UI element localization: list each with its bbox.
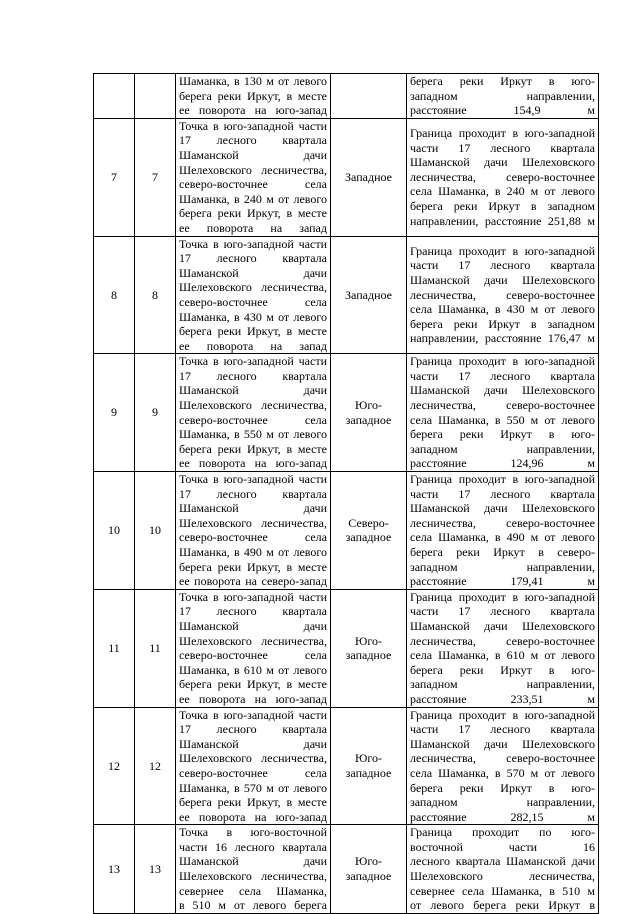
point-description-cell: Точка в юго-западной части 17 лесного квартала Шаманской дачи Шелеховского лесничества, северо-восточнее села Шаманка, в 490 м от левого берега реки Иркут, в месте ее поворота на северо-запад <box>176 472 331 590</box>
boundary-description-cell: берега реки Иркут в юго- западном направлении, расстояние 154,9 м <box>407 74 599 119</box>
point-number-cell: 10 <box>135 472 176 590</box>
boundary-description-cell: Граница проходит в юго-западной части 17 лесного квартала Шаманской дачи Шелеховского лесничества, северо-восточнее села Шаманка, в 240 м от левого берега реки Иркут в западном направлении, расстояние 251,88 м <box>407 118 599 236</box>
point-number-cell: 12 <box>94 707 135 825</box>
point-number-cell: 10 <box>94 472 135 590</box>
point-description-cell: Точка в юго-западной части 17 лесного квартала Шаманской дачи Шелеховского лесничества, северо-восточнее села Шаманка, в 610 м от левого берега реки Иркут, в месте ее поворота на юго-запад <box>176 589 331 707</box>
boundary-table <box>93 73 599 914</box>
point-description-cell: Точка в юго-западной части 17 лесного квартала Шаманской дачи Шелеховского лесничества, северо-восточнее села Шаманка, в 570 м от левого берега реки Иркут, в месте ее поворота на юго-запад <box>176 707 331 825</box>
point-number-cell: 11 <box>94 589 135 707</box>
point-number-cell: 13 <box>94 825 135 914</box>
table-row <box>94 589 599 707</box>
point-number-cell: 8 <box>135 236 176 354</box>
table-row <box>94 118 599 236</box>
direction-cell: Западное <box>331 118 407 236</box>
point-number-cell <box>135 74 176 119</box>
point-number-cell: 8 <box>94 236 135 354</box>
point-description-cell: Точка в юго-западной части 17 лесного квартала Шаманской дачи Шелеховского лесничества, северо-восточнее села Шаманка, в 240 м от левого берега реки Иркут, в месте ее поворота на запад <box>176 118 331 236</box>
boundary-description-cell: Граница проходит в юго-западной части 17 лесного квартала Шаманской дачи Шелеховского лесничества, северо-восточнее села Шаманка, в 490 м от левого берега реки Иркут в северо- западном направлении, расстояние 179,41 м <box>407 472 599 590</box>
point-description-cell: Точка в юго-восточной части 16 лесного квартала Шаманской дачи Шелеховского лесничества, севернее села Шаманка, в 510 м от левого берега <box>176 825 331 914</box>
point-number-cell <box>94 74 135 119</box>
table-row <box>94 472 599 590</box>
direction-cell: Юго- западное <box>331 354 407 472</box>
direction-cell: Юго- западное <box>331 589 407 707</box>
table-body <box>94 74 599 914</box>
direction-cell: Западное <box>331 236 407 354</box>
point-number-cell: 7 <box>135 118 176 236</box>
point-number-cell: 7 <box>94 118 135 236</box>
boundary-description-cell: Граница проходит в юго-западной части 17 лесного квартала Шаманской дачи Шелеховского лесничества, северо-восточнее села Шаманка, в 570 м от левого берега реки Иркут в юго- западном направлении, расстояние 282,15 м <box>407 707 599 825</box>
table-row <box>94 74 599 119</box>
direction-cell: Юго- западное <box>331 825 407 914</box>
point-number-cell: 12 <box>135 707 176 825</box>
boundary-description-cell: Граница проходит в юго-западной части 17 лесного квартала Шаманской дачи Шелеховского лесничества, северо-восточнее села Шаманка, в 550 м от левого берега реки Иркут в юго- западном направлении, расстояние 124,96 м <box>407 354 599 472</box>
point-number-cell: 13 <box>135 825 176 914</box>
point-description-cell: Точка в юго-западной части 17 лесного квартала Шаманской дачи Шелеховского лесничества, северо-восточнее села Шаманка, в 550 м от левого берега реки Иркут, в месте ее поворота на юго-запад <box>176 354 331 472</box>
direction-cell: Юго- западное <box>331 707 407 825</box>
table-row <box>94 236 599 354</box>
point-description-cell: Шаманка, в 130 м от левого берега реки Иркут, в месте ее поворота на юго-запад <box>176 74 331 119</box>
boundary-description-cell: Граница проходит в юго-западной части 17 лесного квартала Шаманской дачи Шелеховского лесничества, северо-восточнее села Шаманка, в 610 м от левого берега реки Иркут в юго- западном направлении, расстояние 233,51 м <box>407 589 599 707</box>
point-description-cell: Точка в юго-западной части 17 лесного квартала Шаманской дачи Шелеховского лесничества, северо-восточнее села Шаманка, в 430 м от левого берега реки Иркут, в месте ее поворота на запад <box>176 236 331 354</box>
point-number-cell: 9 <box>94 354 135 472</box>
table-row <box>94 354 599 472</box>
direction-cell <box>331 74 407 119</box>
boundary-description-cell: Граница проходит в юго-западной части 17 лесного квартала Шаманской дачи Шелеховского лесничества, северо-восточнее села Шаманка, в 430 м от левого берега реки Иркут в западном направлении, расстояние 176,47 м <box>407 236 599 354</box>
point-number-cell: 9 <box>135 354 176 472</box>
direction-cell: Северо- западное <box>331 472 407 590</box>
table-row <box>94 707 599 825</box>
table-row <box>94 825 599 914</box>
point-number-cell: 11 <box>135 589 176 707</box>
boundary-description-cell: Граница проходит по юго- восточной части 16 лесного квартала Шаманской дачи Шелеховского лесничества, севернее села Шаманка, в 510 м от левого берега реки Иркут в <box>407 825 599 914</box>
